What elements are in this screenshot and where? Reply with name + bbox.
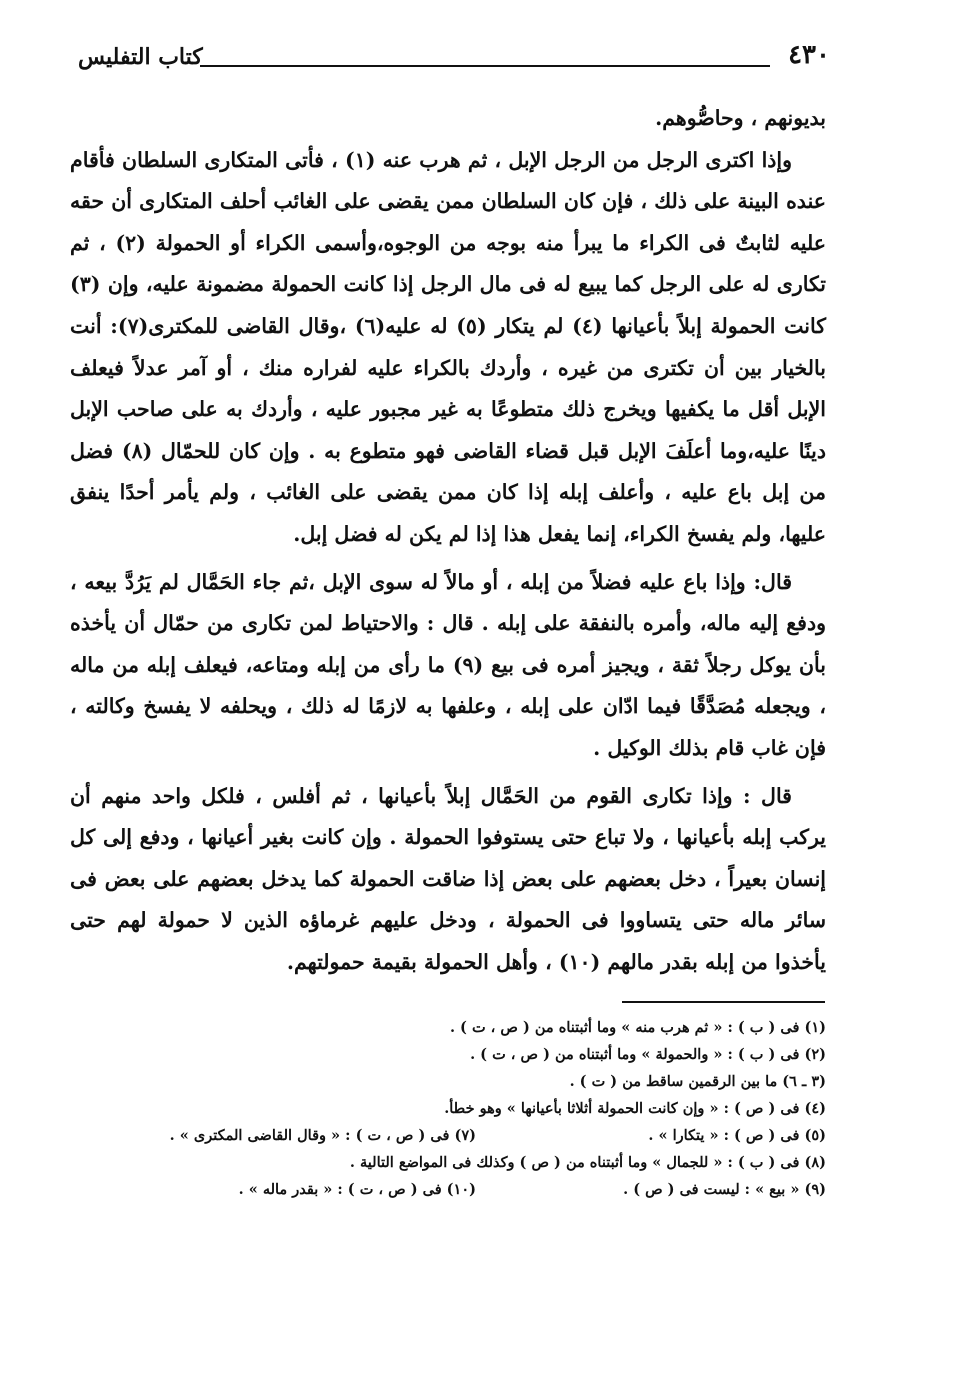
paragraph-3 — [70, 776, 826, 984]
footnotes — [70, 1014, 826, 1203]
paragraph-2 — [70, 562, 826, 770]
footnote-5: (٥) فى ( ص ) : « يتكارا » . — [648, 1127, 826, 1144]
footnote-row-5-7 — [70, 1122, 826, 1149]
paragraph-3-text: وإذا تكارى القوم من الحَمَّال إبلاً بأعيانها ، ثم أفلس ، فلكل واحد منهم أن يركب إبله بأعيانها ، ولا تباع حتى يستوفوا الحمولة . وإن كانت بغير أعيانها ، ودفع إلى كل إنسان بعيراً ، دخل بعضهم على بعض إذا ضاقت الحمولة كما يدخل بعضهم على بعض فى سائر ماله حتى يتساووا فى الحمولة ، ودخل عليهم غرماؤه الذين لا حمولة لهم حتى يأخذوا من إبله بقدر مالهم (١٠) ، وأهل الحمولة بقيمة حمولتهم. — [70, 783, 826, 974]
page-header — [70, 40, 830, 80]
footnote-8: (٨) فى ( ب ) : « للجمال » وما أثبتناه من ( ص ) وكذلك فى المواضع التالية . — [349, 1154, 826, 1171]
paragraph-2-lead: قال: — [753, 569, 792, 594]
footnote-4: (٤) فى ( ص ) : « وإن كانت الحمولة أثلاثا بأعيانها » وهو خطأ. — [444, 1100, 826, 1117]
main-text — [70, 98, 826, 983]
running-title: كتاب التفليس — [78, 44, 203, 70]
page-number: ٤٣٠ — [788, 40, 830, 70]
footnote-9: (٩) « بيع » : ليست فى ( ص ) . — [623, 1181, 826, 1198]
footnote-7: (٧) فى ( ص ، ت ) : « وقال القاضى المكترى » . — [169, 1127, 476, 1144]
footnote-rule — [622, 1001, 825, 1003]
footnote-10: (١٠) فى ( ص ، ت ) : « بقدر ماله » . — [238, 1181, 476, 1198]
paragraph-1: وإذا اكترى الرجل من الرجل الإبل ، ثم هرب عنه (١) ، فأتى المتكارى السلطان فأقام عنده البينة على ذلك ، فإن كان السلطان ممن يقضى على الغائب أحلف المتكارى أن حقه عليه لثابتٌ فى الكراء ما يبرأ منه بوجه من الوجوه،وأسمى الكراء أو الحمولة (٢) ، ثم تكارى له على الرجل كما يبيع له فى مال الرجل إذا كانت الحمولة مضمونة عليه، وإن (٣) كانت الحمولة إبلاً بأعيانها (٤) لم يتكار (٥) له عليه(٦) ،وقال القاضى للمكترى(٧): أنت بالخيار بين أن تكترى من غيره ، وأردك بالكراء عليه لفراره منك ، أو آمر عدلاً فيعلف الإبل أقل ما يكفيها ويخرج ذلك متطوعًا به غير مجبور عليه ، وأردك به على صاحب الإبل دينًا عليه،وما أعلَفَ الإبل قبل قضاء القاضى فهو متطوع به . وإن كان للحمّال (٨) فضل من إبل باع عليه ، وأعلف إبله إذا كان ممن يقضى على الغائب ، ولم يأمر أحدًا ينفق عليها، ولم يفسخ الكراء، إنما يفعل هذا إذا لم يكن له فضل إبل. — [70, 147, 827, 546]
footnote-3-6: (٣ ـ ٦) ما بين الرقمين ساقط من ( ت ) . — [569, 1073, 826, 1090]
paragraph-continuation: بديونهم ، وحاصُّوهم. — [655, 106, 826, 130]
paragraph-3-lead: قال : — [743, 783, 792, 808]
footnote-2: (٢) فى ( ب ) : « والحمولة » وما أثبتناه من ( ص ، ت ) . — [470, 1046, 826, 1063]
footnote-row-9-10 — [70, 1176, 826, 1203]
header-rule — [200, 65, 770, 67]
footnote-1: (١) فى ( ب ) : « ثم هرب منه » وما أثبتناه من ( ص ، ت ) . — [449, 1019, 826, 1036]
paragraph-2-text: وإذا باع عليه فضلاً من إبله ، أو مالاً له سوى الإبل ،ثم جاء الحَمَّال لم يَرُدَّ بيعه ، ودفع إليه ماله، وأمره بالنفقة على إبله . قال : والاحتياط لمن تكارى من حمّال أن يأخذه بأن يوكل رجلاً ثقة ، ويجيز أمره فى بيع (٩) ما رأى من إبله ومتاعه، فيعلف إبله من ماله ، ويجعله مُصَدَّقًا فيما ادّان على إبله ، وعلفها به لازمًا له ذلك ، ويحلفه لا يفسخ وكالته ، فإن غاب قام بذلك الوكيل . — [70, 569, 826, 760]
